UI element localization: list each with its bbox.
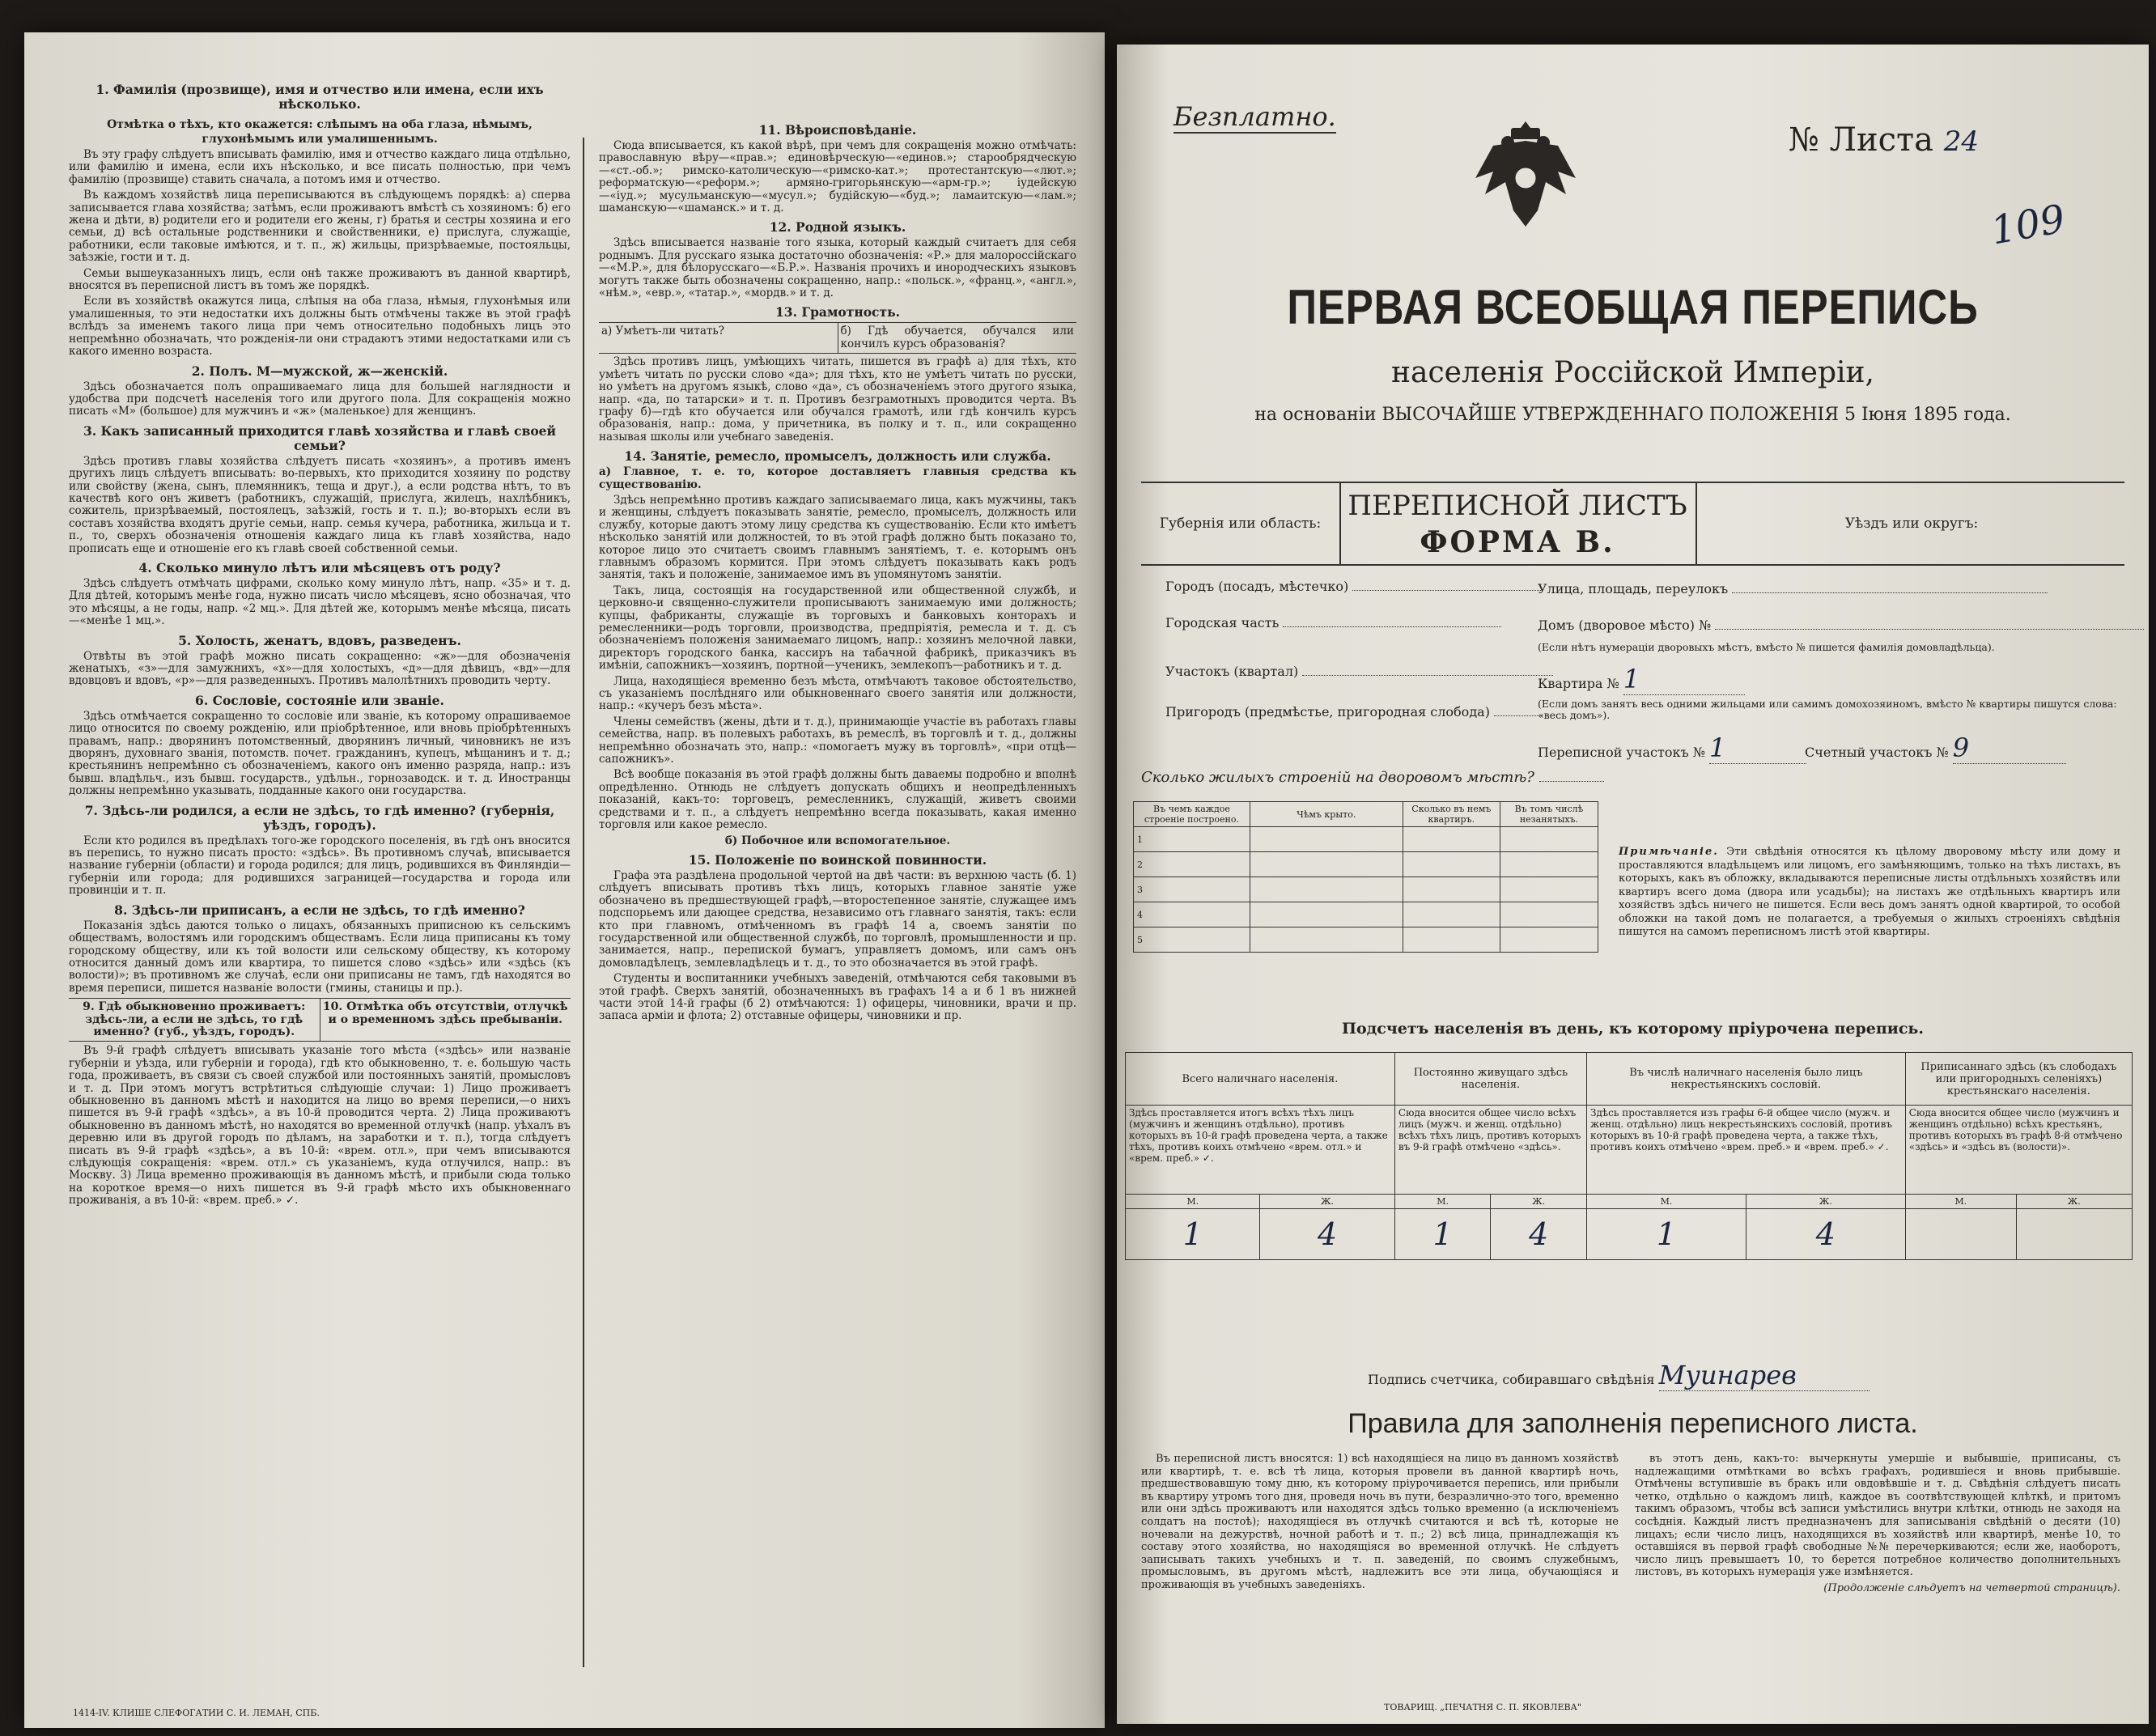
section-14-text-1: Здѣсь непремѣнно противъ каждаго записываемаго лица, какъ мужчины, такъ и женщины, слѣдуетъ показывать занятіе, ремесло, промыселъ, должность или службу, которые даютъ этому лицу средства къ существованію. Если кто имѣетъ нѣсколько занятій или должностей, то въ этой графѣ должно быть показано то, которое лицо это считаетъ своимъ главнымъ занятіемъ, т. е. которымъ онъ главнымъ образомъ кормится. При этомъ слѣдуетъ показывать какъ родъ занятія, такъ и положеніе, занимаемое имъ въ упомянутомъ занятіи.: [599, 493, 1076, 582]
pop-header: Въ числѣ наличнаго населенія было лицъ некрестьянскихъ сословій.: [1587, 1053, 1906, 1106]
census-precinct-value: 1: [1709, 732, 1806, 764]
pop-header: Приписаннаго здѣсь (къ слободахъ или пригородныхъ селеніяхъ) крестьянскаго населенія.: [1905, 1053, 2132, 1106]
census-precinct-label: Переписной участокъ №: [1538, 745, 1705, 760]
row-number: 2: [1134, 852, 1250, 877]
pop-description: Сюда вносится общее число (мужчинъ и женщинъ отдѣльно) всѣхъ крестьянъ, противъ которыхъ въ графѣ 8-й отмѣчено «здѣсь» и «здѣсь въ (волости)».: [1905, 1106, 2132, 1195]
section-14-text-5: Всѣ вообще показанія въ этой графѣ должны быть даваемы подробно и вполнѣ опредѣленно. Отнюдь не слѣдуетъ допускать общихъ и неопредѣленныхъ показаній, какъ-то: торговецъ, ремесленникъ, служащій, живетъ своими средствами и т. п., а слѣдуетъ непремѣнно всегда показывать, какая именно торговля или какое ремесло.: [599, 768, 1076, 832]
section-13-text: Здѣсь противъ лицъ, умѣющихъ читать, пишется въ графѣ а) для тѣхъ, кто умѣетъ читать по русски слово «да»; для тѣхъ, кто не умѣетъ читать по русски, но умѣетъ на другомъ языкѣ, слово «да», съ обозначеніемъ этого другого языка, напр. «да, по татарски» и т. п. Противъ безграмотныхъ проводится черта. Въ графу б)—гдѣ кто обучается или обучался грамотѣ, или гдѣ кончилъ курсъ образованія, напр.: дома, у причетника, въ полку и т. п., или сокращенно называя школы или учебнаго заведенія.: [599, 355, 1076, 444]
sex-female-label: Ж.: [2016, 1195, 2132, 1209]
section-6-text: Здѣсь отмѣчается сокращенно то сословіе или званіе, къ которому опрашиваемое лицо относится по своему рожденію, или пріобрѣтенное, или вновь пріобрѣтенныхъ правамъ, напр.: дворянинъ потомственный, дворянинъ личный, чиновникъ не изъ дворянъ, духовнаго званія, потомств. почет. гражданинъ, купецъ, мѣщанинъ и т. д.; крестьянинъ непремѣнно съ обозначеніемъ, какого онъ именно разряда, напр.: изъ бывш. владѣльч., изъ бывш. государств., удѣльн., горнозаводск. и т. д. Иностранцы должны непремѣнно указывать, подданные какого они государства.: [69, 709, 571, 798]
buildings-header: Въ чемъ каждое строеніе построено.: [1134, 802, 1250, 827]
pop-description: Здѣсь проставляется итогъ всѣхъ тѣхъ лицъ (мужчинъ и женщинъ отдѣльно), противъ которыхъ въ 10-й графѣ проведена черта, а также тѣхъ, противъ коихъ отмѣчено «врем. отл.» и «врем. преб.» ✓.: [1126, 1106, 1395, 1195]
count-precinct-field[interactable]: [1805, 732, 2066, 764]
table-row: [1134, 927, 1598, 953]
pop-value-cell[interactable]: 4: [1491, 1209, 1587, 1260]
buildings-table: [1133, 801, 1598, 953]
rules-footer: (Продолженіе слѣдуетъ на четвертой страницѣ).: [1823, 1581, 2120, 1594]
section-1-title: 1. Фамилія (прозвище), имя и отчество или имена, если ихъ нѣсколько.: [95, 82, 544, 112]
city-part-field[interactable]: [1165, 615, 1501, 630]
signature-field[interactable]: [1368, 1360, 1870, 1391]
section-10-title: 10. Отмѣтка объ отсутствіи, отлучкѣ и о временномъ здѣсь пребываніи.: [322, 1000, 568, 1026]
right-page: [1117, 45, 2149, 1724]
subtitle: населенія Россійской Имперіи,: [1391, 356, 1874, 389]
section-14-a: а) Главное, т. е. то, которое доставляетъ главныя средства къ существованію.: [599, 465, 1076, 491]
rules-column-2: [1635, 1453, 2120, 1598]
section-5-title: 5. Холость, женатъ, вдовъ, разведенъ.: [178, 632, 461, 648]
province-label: Губернія или область:: [1141, 483, 1341, 564]
note-text: Эти свѣдѣнія относятся къ цѣлому дворовому мѣсту или дому и проставляются владѣльцемъ или лицомъ, его замѣняющимъ, только на тѣхъ листахъ, въ которыхъ, какъ въ обложку, вкладываются переписные листы отдѣльныхъ хозяйствъ или квартиръ всего дома (двора или усадьбы); на листахъ же отдѣльныхъ квартиръ или хозяйствъ здѣсь ничего не пишется. Если весь домъ занятъ одной квартирой, то особой обложки на такой домъ не полагается, а требуемыя о жилыхъ строеніяхъ свѣдѣнія пишутся на самомъ переписномъ листѣ этой квартиры.: [1619, 846, 2120, 938]
section-8-title: 8. Здѣсь-ли приписанъ, а если не здѣсь, то гдѣ именно?: [114, 902, 525, 918]
section-1-text-4: Если въ хозяйствѣ окажутся лица, слѣпыя на оба глаза, нѣмыя, глухонѣмыя или умалишенныя, то эти недостатки ихъ должны быть отмѣчены также въ этой графѣ вслѣдъ за именемъ такого лица при чемъ относительно подобныхъ лицъ это непремѣнно обозначать, что рожденія-ли они страдаютъ этими недостатками или съ какого именно возраста.: [69, 295, 571, 359]
archive-number: 109: [1987, 196, 2069, 254]
pop-header: Всего наличнаго населенія.: [1126, 1053, 1395, 1106]
pop-value-cell[interactable]: 1: [1126, 1209, 1260, 1260]
section-15-text-2: Студенты и воспитанники учебныхъ заведеній, отмѣчаются себя таковыми въ этой графѣ. Сверхъ занятій, обозначенныхъ въ графахъ 14 а и б 1 въ нижней части этой 14-й графы (б 2) отмѣчаются: 1) офицеры, чиновники, врачи и пр. запаса армiи и флота; 2) отставные офицеры, чиновники и пр.: [599, 972, 1076, 1023]
section-1-text-2: Въ каждомъ хозяйствѣ лица переписываются въ слѣдующемъ порядкѣ: а) сперва записывается глава хозяйства; затѣмъ, если проживаютъ вмѣстѣ съ хозяиномъ: б) его жена и дѣти, в) родители его и родители его жены, г) братья и сестры хозяина и его семьи, д) всѣ остальные родственники и свойственники, е) прислуга, служащіе, работники, если таковые имѣются, и т. п., ж) жильцы, призрѣваемые, постояльцы, заѣзжіе, гости и т. д.: [69, 189, 571, 265]
table-row: [1134, 852, 1598, 877]
rules-text-1: Въ переписной листъ вносятся: 1) всѣ находящіеся на лицо въ данномъ хозяйствѣ или квартирѣ, т. е. всѣ тѣ лица, которыя провели въ данной квартирѣ ночь, предшествовавшую тому дню, къ которому пріурочивается перепись, или прибыли въ квартиру утромъ того дня, проведя ночь въ пути, безразлично-это того, временно или они здѣсь проживаютъ или находятся здѣсь только временно (а исключеніемъ солдатъ на постоѣ); находящіеся въ отлучкѣ считаются и всѣ тѣ, которые не ночевали на дежурствѣ, ночной работѣ и т. п.; 2) всѣ лица, принадлежащія къ составу этого хозяйства, но находящіяся во временной отлучкѣ. Не слѣдуетъ записывать такихъ учебныхъ и т. п. заведеній, по своимъ служебнымъ, промысловымъ, въ другомъ мѣстѣ, надлежитъ все эти лица, обучающіяся и проживающія въ учебныхъ заведеніяхъ.: [1141, 1453, 1619, 1591]
note-block: [1619, 846, 2120, 940]
house-note: (Если нѣтъ нумераціи дворовыхъ мѣстъ, вмѣсто № пишется фамилія домовладѣльца).: [1538, 641, 1995, 653]
table-row: [1134, 902, 1598, 927]
section-5-text: Отвѣты въ этой графѣ можно писать сокращенно: «ж»—для обозначенія женатыхъ, «з»—для замужнихъ, «х»—для холостыхъ, «д»—для дѣвицъ, «вд»—для вдовцовъ и вдовъ, «р»—для разведенныхъ. Противъ малолѣтнихъ проводить черту.: [69, 649, 571, 688]
population-title: Подсчетъ населенія въ день, къ которому пріурочена перепись.: [1342, 1020, 1924, 1038]
row-number: 3: [1134, 877, 1250, 902]
pop-value-cell[interactable]: 4: [1746, 1209, 1905, 1260]
imperial-eagle-icon: [1469, 113, 1582, 235]
row-number: 4: [1134, 902, 1250, 927]
section-14-text-4: Члены семействъ (жены, дѣти и т. д.), принимающіе участіе въ работахъ главы семейства, напр. въ полевыхъ работахъ, въ ремеслѣ, въ торговлѣ и т. д., должны непремѣнно обозначать это, напр.: «помогаетъ мужу въ торговлѣ», «при отцѣ—сапожникъ».: [599, 715, 1076, 766]
street-field[interactable]: [1538, 581, 2048, 596]
district-label: Уѣздъ или округъ:: [1696, 483, 2126, 564]
section-7-title: 7. Здѣсь-ли родился, а если не здѣсь, то гдѣ именно? (губернія, уѣздъ, городъ).: [84, 802, 555, 833]
precinct-label: Участокъ (квартал): [1165, 664, 1299, 679]
buildings-header: Чѣмъ крыто.: [1250, 802, 1403, 827]
section-14-text-3: Лица, находящіеся временно безъ мѣста, отмѣчаютъ таковое обстоятельство, съ указаніемъ послѣдняго или обыкновеннаго своего занятія или должности, напр.: «кучеръ безъ мѣста».: [599, 674, 1076, 713]
column-divider: [583, 138, 584, 1667]
pop-value-cell[interactable]: 1: [1587, 1209, 1746, 1260]
apartment-label: Квартира №: [1538, 676, 1619, 691]
section-1-subtitle: Отмѣтка о тѣхъ, кто окажется: слѣпымъ на оба глаза, нѣмымъ, глухонѣмымъ или умалишеннымъ.: [107, 118, 533, 146]
apartment-value: 1: [1623, 664, 1745, 695]
section-15-title: 15. Положеніе по воинской повинности.: [688, 851, 987, 868]
rules-title: Правила для заполненія переписного листа.: [1348, 1408, 1918, 1439]
section-1-text-1: Въ эту графу слѣдуетъ вписывать фамилію, имя и отчество каждаго лица отдѣльно, или фамилію и имена, если ихъ нѣсколько, и все писать полностью, при чемъ фамилію (прозвище) ставить сначала, а потомъ имя и отчество.: [69, 148, 571, 186]
section-12-title: 12. Родной языкъ.: [769, 219, 906, 236]
section-13-b: б) Гдѣ обучается, обучался или кончилъ курсъ образованія?: [840, 325, 1074, 350]
pop-description: Сюда вносится общее число всѣхъ лицъ (мужч. и женщ. отдѣльно) всѣхъ тѣхъ лицъ, противъ которыхъ въ 9-й графѣ отмѣчено «здѣсь».: [1394, 1106, 1586, 1195]
sheet-number-label: № Листа: [1789, 121, 1933, 159]
section-9-title: 9. Гдѣ обыкновенно проживаетъ: здѣсь-ли, а если не здѣсь, то гдѣ именно? (губ., уѣздъ, городъ).: [69, 999, 320, 1041]
section-11-title: 11. Вѣроисповѣданіе.: [758, 122, 917, 138]
section-1-text-3: Семьи вышеуказанныхъ лицъ, если онѣ также проживаютъ въ данной квартирѣ, вносятся въ переписной листъ въ томъ же порядкѣ.: [69, 266, 571, 293]
section-2-text: Здѣсь обозначается полъ опрашиваемаго лица для большей наглядности и удобства при подсчетѣ населенія того или другого пола. Для сокращенія можно писать «М» (большое) для мужчинъ и «ж» (маленькое) для женщинъ.: [69, 380, 571, 418]
sex-female-label: Ж.: [1491, 1195, 1587, 1209]
buildings-label: Сколько жилыхъ строеній на дворовомъ мѣстѣ?: [1141, 769, 1534, 786]
sex-male-label: М.: [1905, 1195, 2016, 1209]
city-part-label: Городская часть: [1165, 615, 1280, 630]
section-13-a: а) Умѣетъ-ли читать?: [599, 323, 838, 353]
section-14-text-2: Такъ, лица, состоящія на государственной или общественной службѣ, и церковно-и священно-служители прописываютъ занимаемую ими должность; купцы, фабриканты, служащіе въ торговыхъ и банковыхъ конторахъ и ремесленники—родъ торговли, производства, предпріятія, ремесла и т. д. съ обозначеніемъ положенія занимаемаго лицомъ, напр.: хозяинъ мелочной лавки, директоръ городского банка, кассиръ на табачной фабрикѣ, приказчикъ въ имѣніи, сапожникъ—хозяинъ, портной—ученикъ, землекопъ—работникъ и т. д.: [599, 584, 1076, 673]
pop-value-cell[interactable]: [1905, 1209, 2016, 1260]
form-title: ПЕРЕПИСНОЙ ЛИСТЪ: [1348, 490, 1687, 522]
main-title: ПЕРВАЯ ВСЕОБЩАЯ ПЕРЕПИСЬ: [1287, 280, 1979, 334]
section-2-title: 2. Полъ. М—мужской, ж—женскій.: [191, 363, 448, 379]
buildings-header: Въ томъ числѣ незанятыхъ.: [1500, 802, 1598, 827]
sheet-number: [1789, 121, 1979, 159]
section-3-title: 3. Какъ записанный приходится главѣ хозяйства и главѣ своей семьи?: [83, 422, 557, 453]
count-precinct-label: Счетный участокъ №: [1805, 745, 1949, 760]
signature-handwritten: Муинарев: [1659, 1360, 1870, 1391]
signature-label: Подпись счетчика, собиравшаго свѣдѣнія: [1368, 1372, 1655, 1387]
house-field[interactable]: [1538, 618, 2144, 633]
section-3-text: Здѣсь противъ главы хозяйства слѣдуетъ писать «хозяинъ», а противъ именъ другихъ лицъ слѣдуетъ вписывать: во-первыхъ, кто приходится хозяину по родству или свойству (жена, сынъ, племянникъ, теща и друг.), а если родства нѣтъ, то въ качествѣ кого онъ живетъ (работникъ, служащій, прислуга, жилецъ, нахлѣбникъ, сожитель, призрѣваемый, постоялецъ, заѣзжій, гость и т. п.); во-вторыхъ если въ составъ хозяйства входятъ другіе семьи, напр. семья кучера, работника, жильца и т. п., то, сверхъ обозначенія отношенія каждаго лица къ главѣ хозяйства, надо прописать еще и отношеніе его къ главѣ своей собственной семьи.: [69, 454, 571, 555]
section-11-text: Сюда вписывается, къ какой вѣрѣ, при чемъ для сокращенія можно отмѣчать: православную вѣру—«прав.»; единовѣрческую—«единов.»; старообрядческую—«ст.-об.»; римско-католическую—«римско-кат.»; протестантскую—«лют.»; реформатскую—«реформ.»; армяно-григорьянскую—«арм-гр.»; іудейскую—«іуд.»; мусульманскую—«мусул.»; будійскую—«буд.»; ламаитскую—«лам.»; шаманскую—«шаманск.» и т. д.: [599, 139, 1076, 215]
section-12-text: Здѣсь вписывается названіе того языка, который каждый считаетъ для себя роднымъ. Для русскаго языка достаточно обозначенія: «Р.» для малороссійскаго—«М.Р.», для бѣлорусскаго—«Б.Р.». Названія прочихъ и инородческихъ языковъ могутъ также быть обозначены сокращенно, напр.: «польск.», «франц.», «англ.», «нѣм.», «евр.», «татар.», «мордв.» и т. д.: [599, 236, 1076, 300]
pop-value-cell[interactable]: 1: [1394, 1209, 1491, 1260]
table-row: [1134, 827, 1598, 852]
sex-female-label: Ж.: [1260, 1195, 1394, 1209]
left-column-1: [69, 77, 571, 1211]
buildings-field[interactable]: [1141, 769, 1604, 786]
printer-line: ТОВАРИЩ. „ПЕЧАТНЯ С. П. ЯКОВЛЕВА": [1384, 1702, 1581, 1713]
form-header-box: [1141, 482, 2124, 566]
pop-value-cell[interactable]: 4: [1260, 1209, 1394, 1260]
pop-header: Постоянно живущаго здѣсь населенія.: [1394, 1053, 1586, 1106]
section-14-b: б) Побочное или вспомогательное.: [724, 834, 951, 847]
row-number: 5: [1134, 927, 1250, 953]
free-label: Безплатно.: [1173, 101, 1336, 132]
street-label: Улица, площадь, переулокъ: [1538, 581, 1729, 596]
section-8-text: Показанія здѣсь даются только о лицахъ, обязанныхъ приписною къ сельскимъ обществамъ, волостямъ или городскимъ обществамъ. Если лица приписаны къ тому городскому обществу, или къ той волости или сельскому обществу, къ которому относится данный домъ или квартира, то пишется слово «здѣсь» или «здѣсь (къ волости)»; въ противномъ же случаѣ, если они приписаны не тамъ, гдѣ находятся во время переписи, пишется названіе волости (гмины, станицы и пр.).: [69, 919, 571, 995]
count-precinct-value: 9: [1953, 732, 2066, 764]
suburb-field[interactable]: [1165, 704, 1543, 719]
city-label: Городъ (посадъ, мѣстечко): [1165, 579, 1349, 594]
section-6-title: 6. Сословіе, состояніе или званіе.: [195, 692, 444, 708]
rules-column-1: [1141, 1453, 1619, 1595]
note-title: Примѣчаніе.: [1619, 846, 1719, 858]
buildings-header: Сколько въ немъ квартиръ.: [1403, 802, 1500, 827]
section-15-text: Графа эта раздѣлена продольной чертой на двѣ части: въ верхнюю часть (б. 1) слѣдуетъ вписывать противъ тѣхъ лицъ, которыхъ главное занятіе уже обозначено въ предшествующей графѣ,—второстепенное занятіе, служащее имъ подспорьемъ или дающее средства, независимо отъ главнаго занятія, такъ: если кто при главномъ, отмѣченномъ въ графѣ 14 а, своемъ занятіи по государственной или общественной службѣ, по торговлѣ, промышленности и пр. занимается, напр., перепиской бумагъ, управляетъ домомъ, или самъ онъ домовладѣлецъ, землевладѣлецъ и т. д., то это обозначается въ этой графѣ.: [599, 868, 1076, 970]
section-7-text: Если кто родился въ предѣлахъ того-же городского поселенія, въ гдѣ онъ вносится въ перепись, то нужно писать просто: «здѣсь». Въ противномъ случаѣ, вписывается название губерніи (области) и города родился; для лицъ, родившихся въ Финляндіи—губерніи или города; для родившихся заграницей—государства и города или провинціи и т. п.: [69, 834, 571, 898]
table-row: [1134, 877, 1598, 902]
sex-male-label: М.: [1394, 1195, 1491, 1209]
section-9-text: Въ 9-й графѣ слѣдуетъ вписывать указаніе того мѣста («здѣсь» или названіе губерніи и уѣзда, или губерніи и города), гдѣ кто обыкновенно, т. е. большую часть года, проживаетъ, въ связи съ своей службой или постоянныхъ занятій, промысловъ и т. д. При этомъ могутъ встрѣтиться слѣдующіе случаи: 1) Лицо проживаетъ обыкновенно въ данномъ мѣстѣ и находится на лицо во время переписи,—о нихъ пишется въ 9-й графѣ «здѣсь», а въ 10-й проводится черта. 2) Лица проживаютъ обыкновенно въ данномъ мѣстѣ, но находятся во временной отлучкѣ (напр. уѣхалъ въ деревню или въ другой городъ по дѣламъ, на заработки и т. п.), тогда слѣдуетъ писать въ 9-й графѣ «здѣсь», а въ 10-й: «врем. отл.», при чемъ вписываются слѣдующія сокращенія: «врем. отл.» съ указаніемъ, куда отлучился, напр.: въ Москву. 3) Лица временно проживающія въ данномъ мѣстѣ, и прибыли сюда только на короткое время—о нихъ пишется въ 9-й графѣ мѣсто ихъ обыкновеннаго проживанія, а въ 10-й: «врем. преб.» ✓.: [69, 1044, 571, 1208]
rules-text-2: въ этотъ день, какъ-то: вычеркнуты умершіе и выбывшіе, приписаны, съ надлежащими отмѣтками во всѣхъ графахъ, родившіеся и вновь прибывшіе. Отмѣчены вступившіе въ бракъ или овдовѣвшіе и т. д. Свѣдѣнія слѣдуетъ писать четко, отдѣльно о каждомъ лицѣ, каждое въ соотвѣтствующей клѣткѣ, и притомъ такимъ образомъ, чтобы всѣ записи умѣстились внутри клѣтки, отнюдь не заходя на сосѣднія. Каждый листъ предназначенъ для записыванія свѣдѣній о десяти (10) лицахъ; если число лицъ, находящихся въ хозяйствѣ или квартирѣ, менѣе 10, то оставшіяся въ первой графѣ свободные №№ перечеркиваются; если же, наоборотъ, число лицъ превышаетъ 10, то берется потребное количество дополнительныхъ листовъ, въ которыхъ нумерація уже измѣняется.: [1635, 1453, 2120, 1579]
section-14-title: 14. Занятіе, ремесло, промыселъ, должность или служба.: [624, 448, 1051, 465]
basis-line: на основаніи ВЫСОЧАЙШЕ УТВЕРЖДЕННАГО ПОЛОЖЕНІЯ 5 Іюня 1895 года.: [1254, 405, 2011, 425]
left-column-2: [599, 117, 1076, 1026]
suburb-label: Пригородъ (предмѣстье, пригородная слобода): [1165, 704, 1490, 719]
census-precinct-field[interactable]: [1538, 732, 1806, 764]
left-footer: 1414-IV. КЛИШЕ СЛЕФОГАТИИ С. И. ЛЕМАН, СПБ.: [73, 1708, 320, 1718]
pop-description: Здѣсь проставляется изъ графы 6-й общее число (мужч. и женщ. отдѣльно) лицъ некрестьянскихъ сословій, противъ которыхъ въ 10-й графѣ проведена черта, а также тѣхъ, противъ коихъ отмѣчено «врем. преб.» и «врем. преб.» ✓.: [1587, 1106, 1906, 1195]
form-letter: ФОРМА В.: [1420, 525, 1615, 559]
population-table: [1125, 1052, 2133, 1260]
sheet-number-handwritten: 24: [1943, 125, 1979, 158]
house-label: Домъ (дворовое мѣсто) №: [1538, 618, 1712, 633]
pop-value-cell[interactable]: [2016, 1209, 2132, 1260]
apartment-field[interactable]: [1538, 664, 1745, 695]
apartment-note: (Если домъ занятъ весь одними жильцами или самимъ домохозяиномъ, вмѣсто № квартиры пишутся слова: «весь домъ»).: [1538, 698, 2117, 721]
row-number: 1: [1134, 827, 1250, 852]
sex-male-label: М.: [1126, 1195, 1260, 1209]
city-field[interactable]: [1165, 579, 1543, 594]
section-13-title: 13. Грамотность.: [775, 304, 900, 320]
section-4-title: 4. Сколько минуло лѣтъ или мѣсяцевъ отъ роду?: [138, 559, 501, 575]
precinct-field[interactable]: [1165, 664, 1553, 679]
left-page: [24, 32, 1105, 1728]
section-4-text: Здѣсь слѣдуетъ отмѣчать цифрами, сколько кому минуло лѣтъ, напр. «35» и т. д. Для дѣтей, которымъ менѣе года, нужно писать число мѣсяцевъ, ясно обозначая, что это мѣсяцы, а не годы, напр. «2 мц.». Для дѣтей же, которымъ менѣе мѣсяца, писать—«менѣе 1 мц.».: [69, 576, 571, 628]
sex-male-label: М.: [1587, 1195, 1746, 1209]
sex-female-label: Ж.: [1746, 1195, 1905, 1209]
